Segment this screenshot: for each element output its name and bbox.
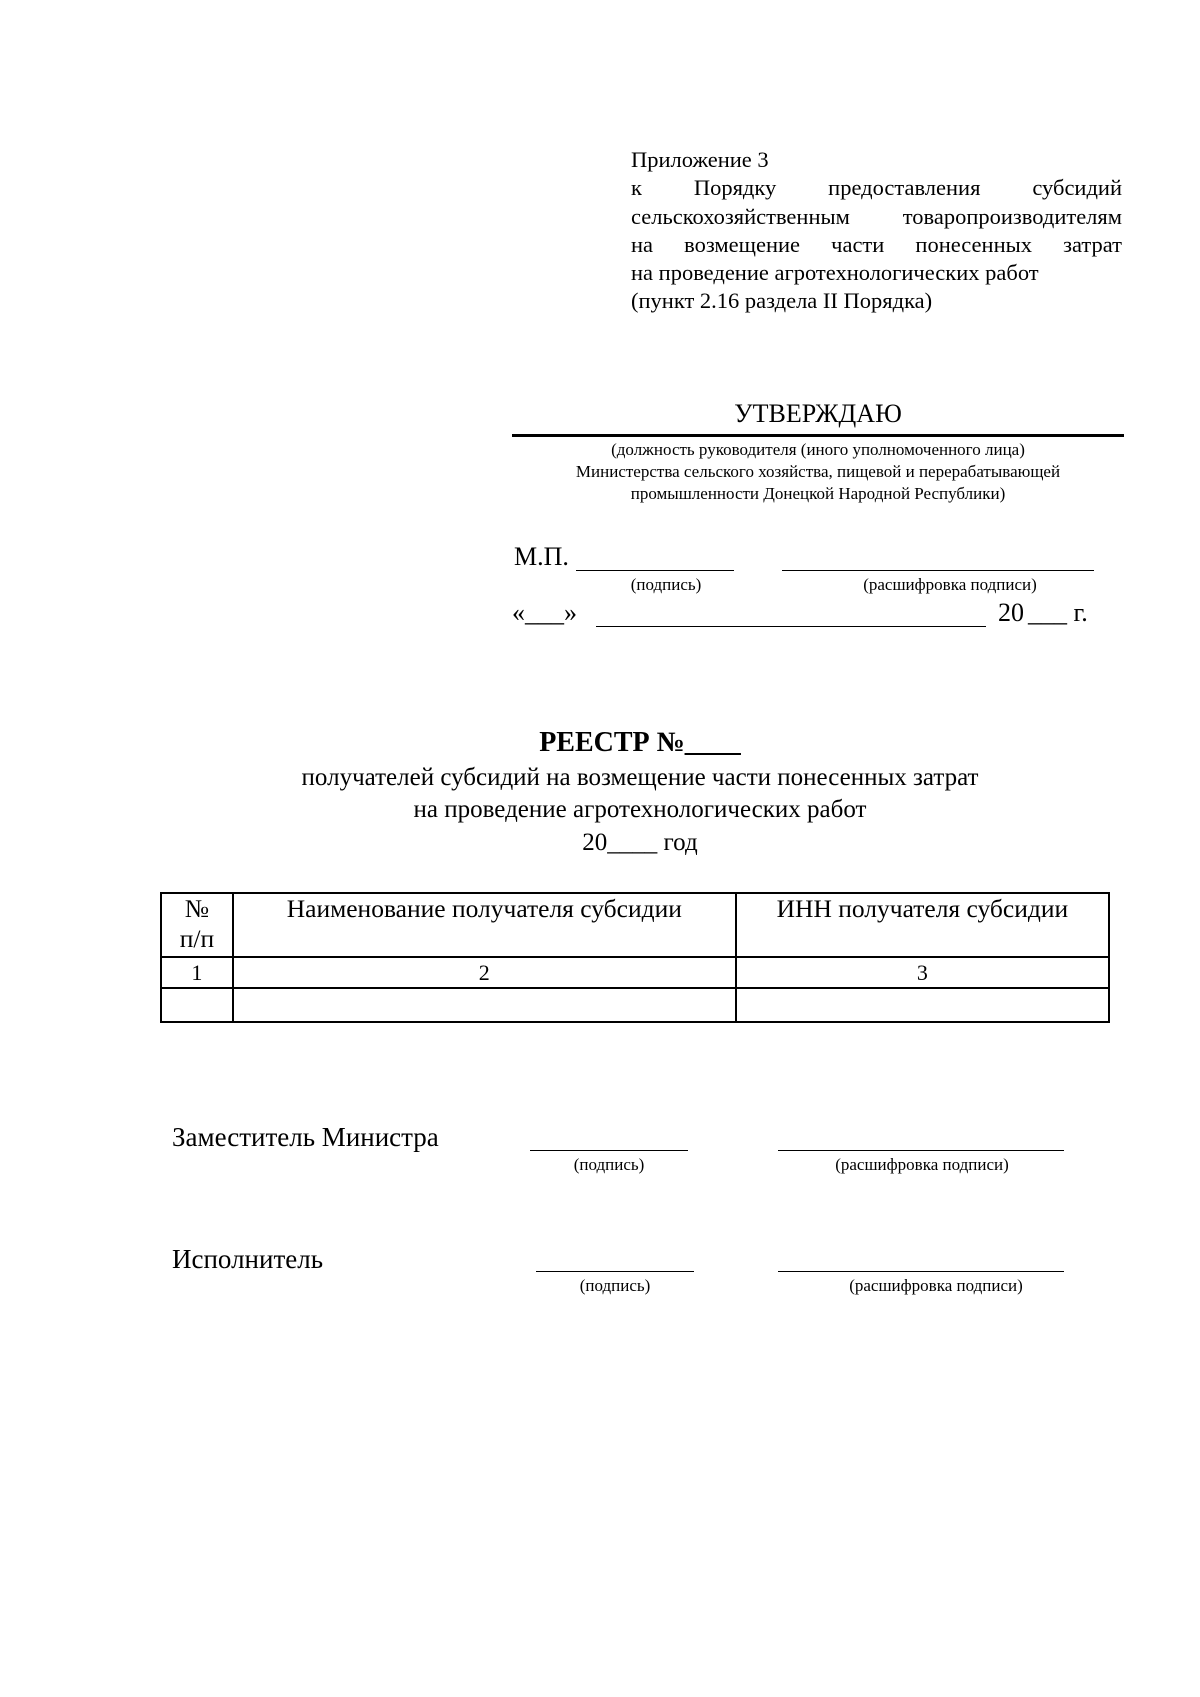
- appendix-line: к Порядку предоставления субсидий: [631, 175, 1122, 201]
- table-row: [161, 957, 1109, 988]
- appendix-title: Приложение 3: [631, 147, 769, 172]
- appendix-line: на возмещение части понесенных затрат: [631, 231, 1122, 257]
- approval-signature-caption: (подпись): [630, 575, 702, 594]
- deputy-signature-caption: (подпись): [573, 1155, 645, 1174]
- header-number-line: №: [184, 894, 210, 923]
- table-cell: [161, 988, 233, 1022]
- column-number-cell: 2: [233, 957, 736, 988]
- deputy-decode-caption: (расшифровка подписи): [835, 1155, 1009, 1174]
- approval-date-year-prefix: 20: [998, 598, 1024, 627]
- registry-subtitle: получателей субсидий на возмещение части понесенных затрат: [301, 764, 979, 791]
- header-cell-inn: ИНН получателя субсидии: [736, 893, 1109, 957]
- registry-subtitle: на проведение агротехнологических работ: [413, 796, 867, 823]
- appendix-line: на проведение агротехнологических работ: [631, 260, 1039, 286]
- approval-position-caption: [512, 439, 1124, 505]
- header-number-line: п/п: [179, 924, 215, 953]
- executor-label: Исполнитель: [172, 1244, 324, 1274]
- approval-position-caption-line: промышленности Донецкой Народной Республики): [630, 484, 1006, 503]
- approval-decode-line: [782, 570, 1094, 571]
- registry-title: РЕЕСТР №____: [539, 727, 741, 758]
- executor-decode-line: [778, 1271, 1064, 1272]
- header-cell-number: [161, 893, 233, 957]
- approval-decode-caption: (расшифровка подписи): [863, 575, 1037, 594]
- deputy-decode-line: [778, 1150, 1064, 1151]
- deputy-minister-label: Заместитель Министра: [172, 1122, 439, 1152]
- approval-title: УТВЕРЖДАЮ: [734, 399, 902, 428]
- table-cell: [233, 988, 736, 1022]
- approval-date-month-line: [596, 626, 986, 627]
- registry-table: [160, 892, 1110, 1023]
- table-row: [161, 988, 1109, 1022]
- registry-year: 20____ год: [582, 829, 698, 856]
- appendix-line: сельскохозяйственным товаропроизводителям: [631, 203, 1122, 229]
- approval-date-year-suffix: ___ г.: [1028, 598, 1088, 627]
- approval-signature-line: [576, 570, 734, 571]
- executor-signature-caption: (подпись): [579, 1276, 651, 1295]
- column-number-cell: 3: [736, 957, 1109, 988]
- approval-date-day: «___»: [512, 598, 577, 627]
- column-number-cell: 1: [161, 957, 233, 988]
- table-cell: [736, 988, 1109, 1022]
- approval-position-line: [512, 434, 1124, 437]
- approval-position-caption-line: Министерства сельского хозяйства, пищевой и перерабатывающей: [575, 462, 1061, 481]
- executor-signature-line: [536, 1271, 694, 1272]
- table-header-row: [161, 893, 1109, 957]
- deputy-signature-line: [530, 1150, 688, 1151]
- approval-position-caption-line: (должность руководителя (иного уполномоченного лица): [611, 440, 1025, 459]
- appendix-block: [631, 146, 1122, 316]
- header-cell-name: Наименование получателя субсидии: [233, 893, 736, 957]
- stamp-label: М.П.: [514, 542, 569, 571]
- appendix-line: (пункт 2.16 раздела II Порядка): [631, 288, 933, 314]
- executor-decode-caption: (расшифровка подписи): [849, 1276, 1023, 1295]
